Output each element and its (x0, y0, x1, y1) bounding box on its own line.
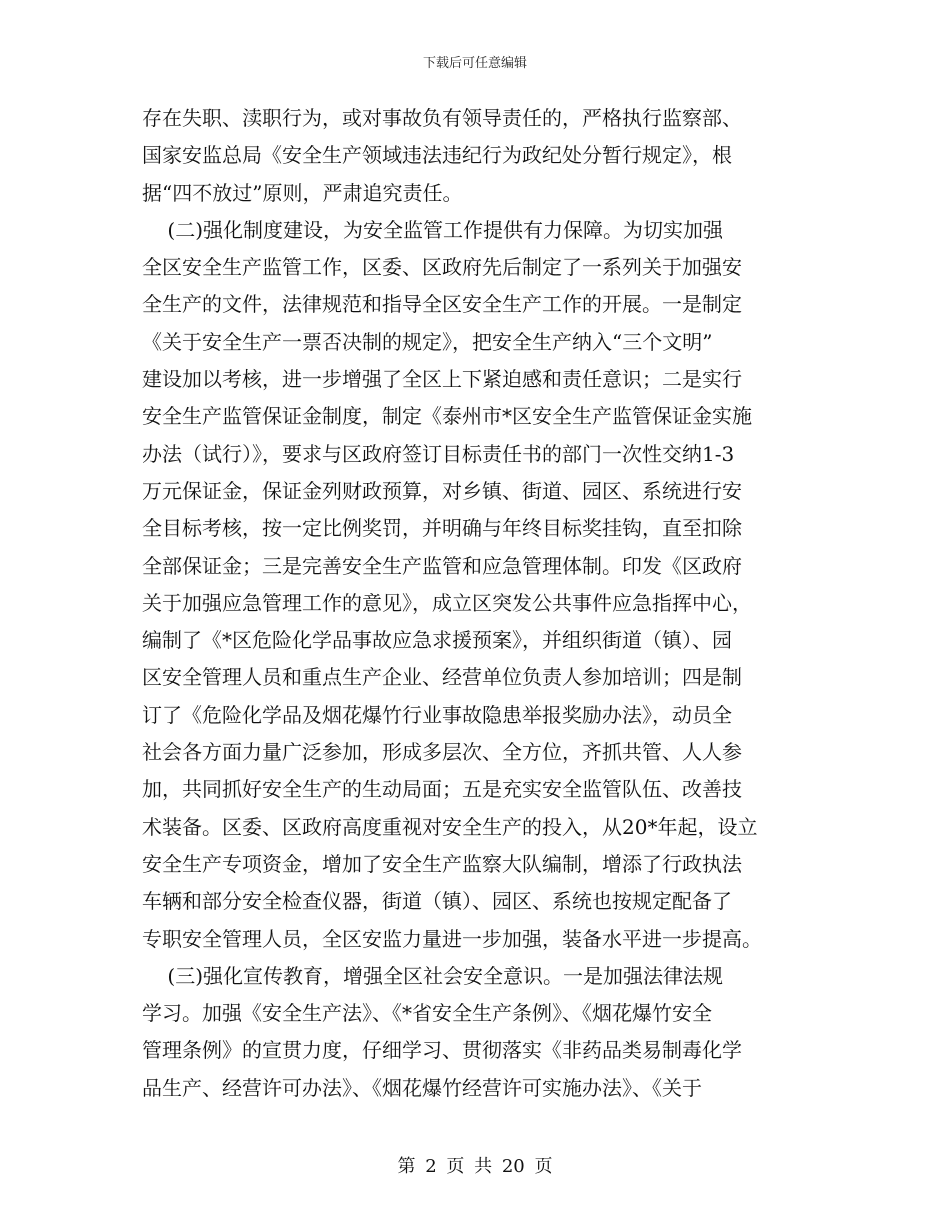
text-line: 编制了《*区危险化学品事故应急求援预案》，并组织街道（镇）、园 (142, 628, 732, 653)
text-line: 社会各方面力量广泛参加，形成多层次、全方位，齐抓共管、人人参 (142, 740, 742, 765)
text-line: 全区安全生产监管工作，区委、区政府先后制定了一系列关于加强安 (142, 255, 742, 280)
text-line: 安全生产专项资金，增加了安全生产监察大队编制，增添了行政执法 (142, 851, 742, 876)
text-line: 据“四不放过”原则，严肃追究责任。 (142, 180, 463, 205)
text-line: 品生产、经营许可办法》、《烟花爆竹经营许可实施办法》、《关于 (142, 1075, 702, 1100)
text-line: 万元保证金，保证金列财政预算，对乡镇、街道、园区、系统进行安 (142, 478, 742, 503)
text-line: 存在失职、渎职行为，或对事故负有领导责任的，严格执行监察部、 (142, 106, 742, 130)
text-line: 全目标考核，按一定比例奖罚，并明确与年终目标奖挂钩，直至扣除 (142, 516, 742, 541)
text-line: 术装备。区委、区政府高度重视对安全生产的投入，从20*年起，设立 (142, 814, 758, 839)
text-line: 专职安全管理人员，全区安监力量进一步加强，装备水平进一步提高。 (142, 926, 762, 951)
document-body (142, 100, 810, 1107)
text-line: 车辆和部分安全检查仪器，街道（镇）、园区、系统也按规定配备了 (142, 889, 732, 914)
text-line: 建设加以考核，进一步增强了全区上下紧迫感和责任意识；二是实行 (142, 367, 742, 392)
page-header: 下载后可任意编辑 (422, 56, 527, 71)
page-footer: 第 2 页 共 20 页 (397, 1156, 553, 1177)
text-line: 关于加强应急管理工作的意见》，成立区突发公共事件应急指挥中心， (142, 590, 752, 615)
text-line: 订了《危险化学品及烟花爆竹行业事故隐患举报奖励办法》，动员全 (142, 702, 732, 727)
text-line: 全部保证金；三是完善安全生产监管和应急管理体制。印发《区政府 (142, 553, 742, 578)
text-line: (二)强化制度建设，为安全监管工作提供有力保障。为切实加强 (142, 217, 724, 242)
text-line: 管理条例》的宣贯力度，仔细学习、贯彻落实《非药品类易制毒化学 (142, 1038, 742, 1063)
text-line: 安全生产监管保证金制度，制定《泰州市*区安全生产监管保证金实施 (142, 404, 752, 429)
text-line: 全生产的文件，法律规范和指导全区安全生产工作的开展。一是制定 (142, 292, 742, 317)
text-line: (三)强化宣传教育，增强全区社会安全意识。一是加强法律法规 (142, 963, 724, 988)
text-line: 加，共同抓好安全生产的生动局面；五是充实安全监管队伍、改善技 (142, 777, 742, 802)
text-line: 国家安监总局《安全生产领域违法违纪行为政纪处分暂行规定》，根 (142, 143, 732, 168)
text-line: 《关于安全生产一票否决制的规定》，把安全生产纳入“三个文明” (142, 329, 713, 354)
text-line: 学习。加强《安全生产法》、《*省安全生产条例》、《烟花爆竹安全 (142, 1001, 712, 1026)
text-line: 区安全管理人员和重点生产企业、经营单位负责人参加培训；四是制 (142, 665, 742, 690)
text-line: 办法（试行）》，要求与区政府签订目标责任书的部门一次性交纳1-3 (142, 441, 735, 466)
